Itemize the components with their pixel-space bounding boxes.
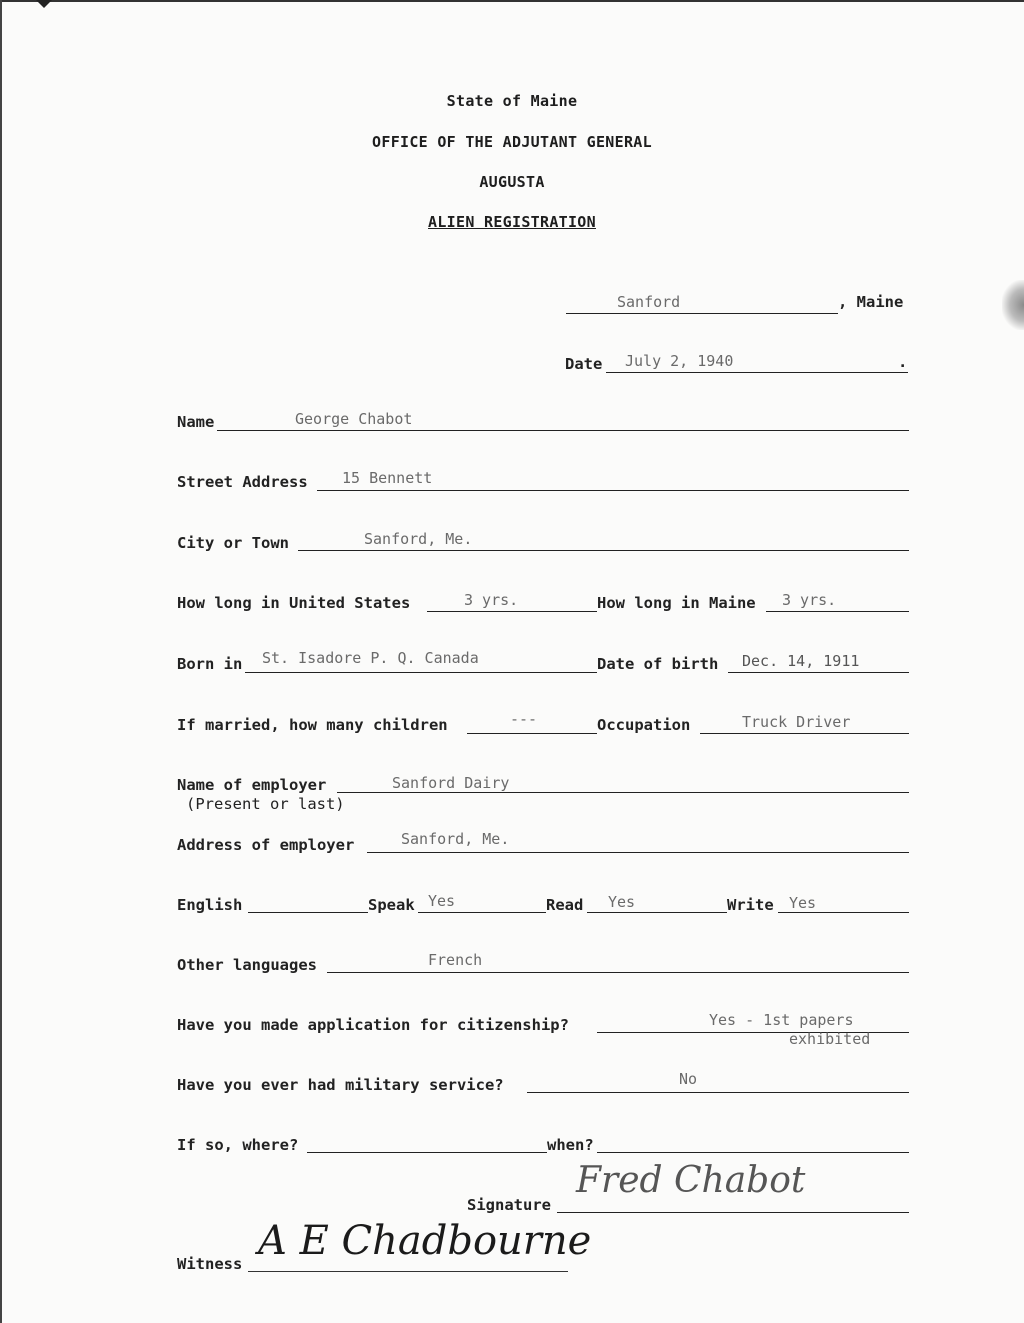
witness-line xyxy=(248,1271,568,1272)
years-us-line xyxy=(427,611,597,612)
citizenship-label: Have you made application for citizenship? xyxy=(177,1016,569,1034)
born-in-line xyxy=(245,672,597,673)
speak-label: Speak xyxy=(368,896,415,914)
where-line xyxy=(307,1152,547,1153)
corner-mark xyxy=(36,0,52,8)
scan-edge-top xyxy=(0,0,1024,2)
signature-handwriting: Fred Chabot xyxy=(576,1160,806,1201)
years-us-value: 3 yrs. xyxy=(464,591,519,609)
binding-smudge xyxy=(1002,280,1024,330)
read-value: Yes xyxy=(608,893,636,911)
street-value: 15 Bennett xyxy=(342,469,433,487)
years-maine-label: How long in Maine xyxy=(597,594,756,612)
town-line xyxy=(566,313,838,314)
name-value: George Chabot xyxy=(295,410,413,428)
date-period: . xyxy=(898,353,908,371)
employer-address-line xyxy=(367,852,909,853)
where-label: If so, where? xyxy=(177,1136,299,1154)
years-us-label: How long in United States xyxy=(177,594,411,612)
city-value: Sanford, Me. xyxy=(364,530,473,548)
years-maine-line xyxy=(766,611,909,612)
dob-value: Dec. 14, 1911 xyxy=(742,652,860,670)
office-title: OFFICE OF THE ADJUTANT GENERAL xyxy=(372,133,652,151)
employer-label: Name of employer xyxy=(177,776,327,794)
employer-value: Sanford Dairy xyxy=(392,774,510,792)
employer-address-value: Sanford, Me. xyxy=(401,830,510,848)
other-languages-line xyxy=(327,972,909,973)
scan-edge-left xyxy=(0,0,2,1323)
city-title: AUGUSTA xyxy=(479,173,545,191)
read-label: Read xyxy=(546,896,584,914)
military-value: No xyxy=(679,1070,698,1088)
witness-label: Witness xyxy=(177,1255,243,1273)
street-line xyxy=(317,490,909,491)
speak-value: Yes xyxy=(428,892,456,910)
name-label: Name xyxy=(177,413,215,431)
dob-label: Date of birth xyxy=(597,655,719,673)
date-value: July 2, 1940 xyxy=(625,352,734,370)
english-label: English xyxy=(177,896,243,914)
born-in-value: St. Isadore P. Q. Canada xyxy=(262,649,479,667)
speak-line xyxy=(418,912,546,913)
city-line xyxy=(298,550,909,551)
employer-address-label: Address of employer xyxy=(177,836,355,854)
maine-label: , Maine xyxy=(838,293,904,311)
children-value: --- xyxy=(510,710,538,728)
other-languages-label: Other languages xyxy=(177,956,317,974)
occupation-label: Occupation xyxy=(597,716,691,734)
occupation-line xyxy=(700,733,909,734)
signature-line xyxy=(557,1212,909,1213)
born-in-label: Born in xyxy=(177,655,243,673)
write-label: Write xyxy=(727,896,774,914)
signature-label: Signature xyxy=(467,1196,551,1214)
children-label: If married, how many children xyxy=(177,716,448,734)
citizenship-value: Yes - 1st papers xyxy=(709,1011,854,1029)
state-title: State of Maine xyxy=(446,92,578,110)
employer-sublabel: (Present or last) xyxy=(186,795,345,813)
english-line xyxy=(248,912,368,913)
witness-handwriting: A E Chadbourne xyxy=(258,1218,592,1264)
citizenship-value-2: exhibited xyxy=(789,1030,871,1048)
other-languages-value: French xyxy=(428,951,483,969)
read-line xyxy=(587,912,727,913)
military-line xyxy=(527,1092,909,1093)
form-title: ALIEN REGISTRATION xyxy=(428,213,596,231)
town-value: Sanford xyxy=(617,293,681,311)
when-line xyxy=(597,1152,909,1153)
occupation-value: Truck Driver xyxy=(742,713,851,731)
children-line xyxy=(467,733,597,734)
date-line xyxy=(606,372,908,373)
employer-line xyxy=(337,792,909,793)
name-line xyxy=(217,430,909,431)
city-label: City or Town xyxy=(177,534,289,552)
write-value: Yes xyxy=(789,894,817,912)
years-maine-value: 3 yrs. xyxy=(782,591,837,609)
when-label: when? xyxy=(547,1136,594,1154)
military-label: Have you ever had military service? xyxy=(177,1076,504,1094)
street-label: Street Address xyxy=(177,473,308,491)
date-label: Date xyxy=(565,355,603,373)
write-line xyxy=(778,912,909,913)
dob-line xyxy=(728,672,909,673)
